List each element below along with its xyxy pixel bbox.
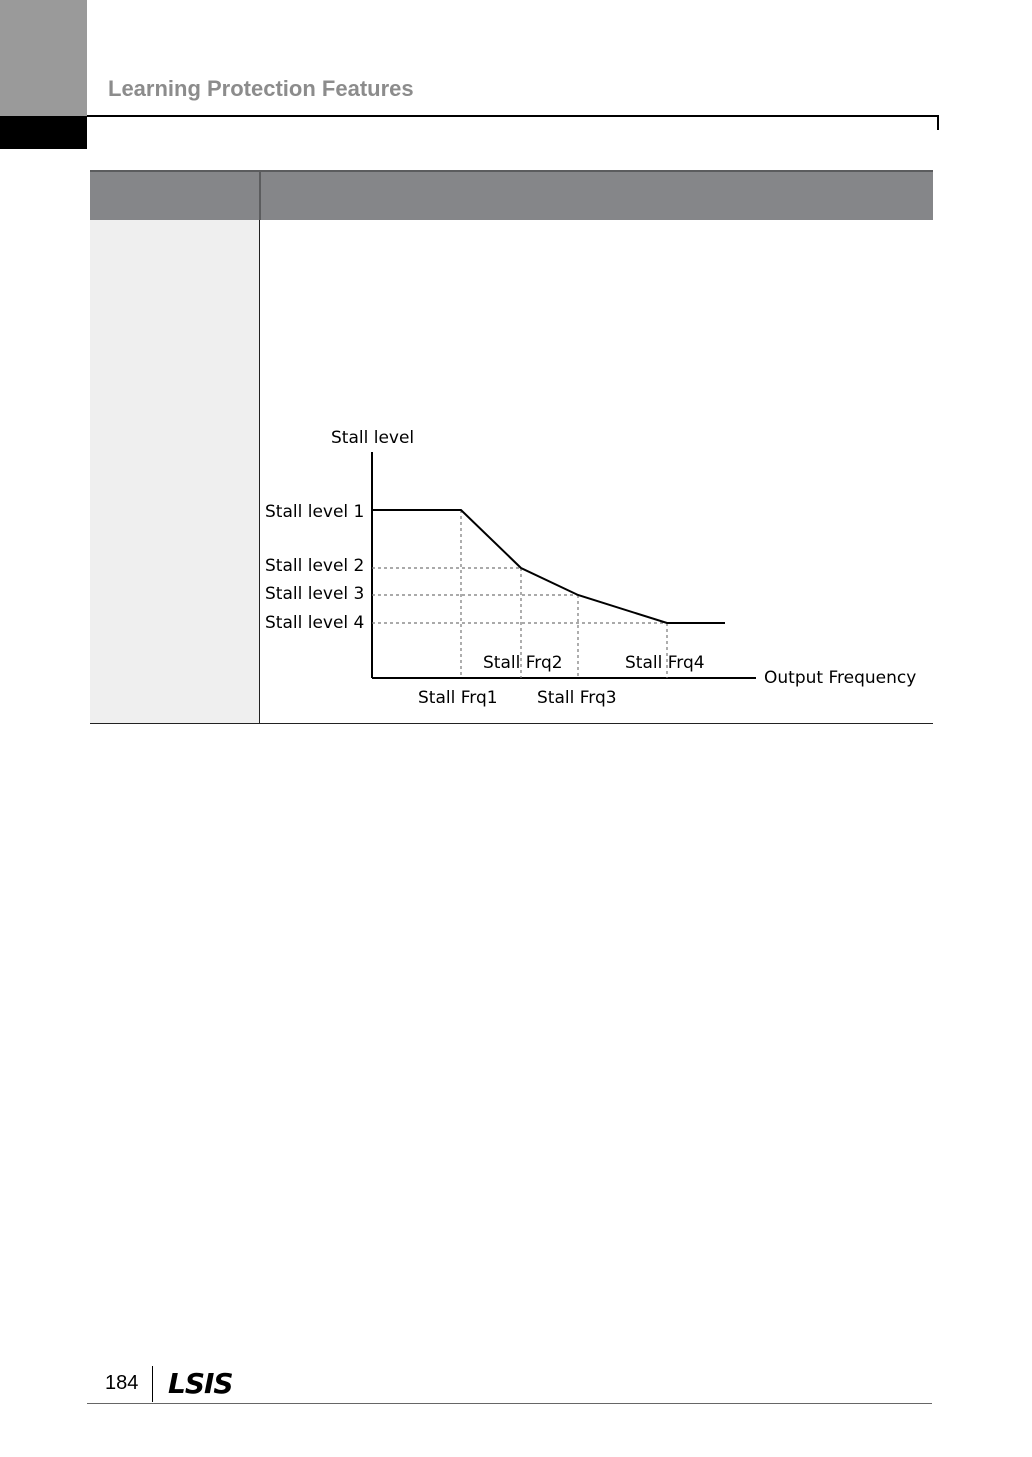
stall-level-diagram (262, 420, 932, 715)
stall-frq-4-label: Stall Frq4 (625, 653, 705, 673)
table-bottom-rule (90, 723, 933, 724)
lsis-logo-wordmark: LSIS (168, 1368, 233, 1396)
table-column-divider (259, 220, 260, 723)
header-rule-tick (937, 115, 939, 130)
stall-level-3-label: Stall level 3 (265, 584, 365, 604)
table-header-divider (259, 170, 261, 220)
footer-divider (152, 1366, 153, 1402)
x-axis-title: Output Frequency (764, 668, 917, 688)
lsis-logo (168, 1368, 254, 1396)
footer-rule (87, 1403, 932, 1404)
table-header-row (90, 170, 933, 220)
section-title: Learning Protection Features (108, 76, 414, 101)
page-number: 184 (105, 1372, 139, 1394)
chapter-tab (0, 0, 87, 116)
header-rule (87, 115, 939, 117)
stall-level-4-label: Stall level 4 (265, 613, 365, 633)
stall-frq-2-label: Stall Frq2 (483, 653, 563, 673)
stall-frq-3-label: Stall Frq3 (537, 688, 617, 708)
stall-level-2-label: Stall level 2 (265, 556, 365, 576)
chapter-tab-marker (0, 116, 87, 149)
y-axis-title: Stall level (331, 428, 415, 448)
stall-level-1-label: Stall level 1 (265, 502, 365, 522)
stall-frq-1-label: Stall Frq1 (418, 688, 498, 708)
stall-level-curve (372, 510, 725, 623)
table-label-cell (90, 220, 259, 723)
